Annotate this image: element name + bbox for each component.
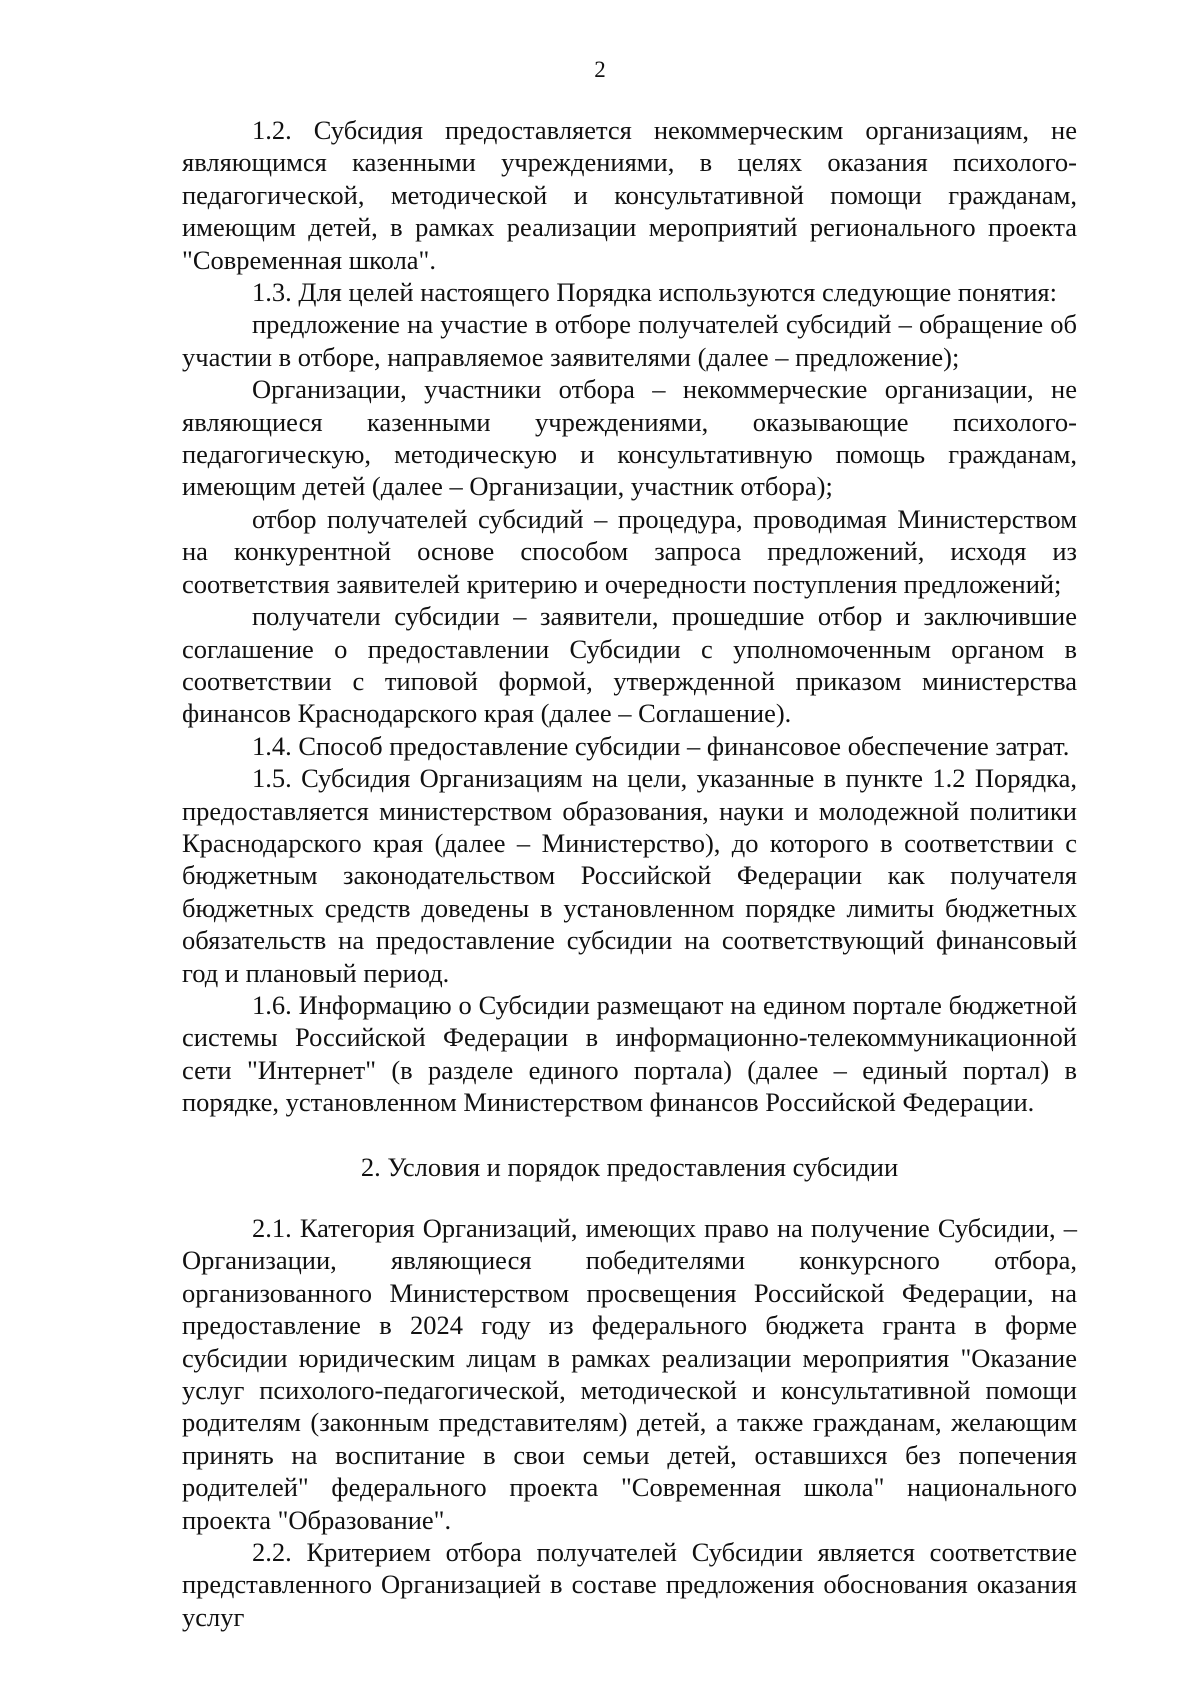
document-body [182, 114, 1077, 1633]
definition-recipients: получатели субсидии – заявители, прошедшие отбор и заключившие соглашение о предоставлении Субсидии с уполномоченным органом в соответствии с типовой формой, утвержденной приказом министерства финансов Краснодарского края (далее – Соглашение). [182, 601, 1077, 729]
definition-organizations: Организации, участники отбора – некоммерческие организации, не являющиеся казенными учреждениями, оказывающие психолого-педагогическую, методическую и консультативную помощь гражданам, имеющим детей (далее – Организации, участник отбора); [182, 374, 1077, 502]
paragraph-1-4: 1.4. Способ предоставление субсидии – финансовое обеспечение затрат. [252, 730, 1070, 761]
paragraph-2-2: 2.2. Критерием отбора получателей Субсидии является соответствие представленного Организацией в составе предложения обоснования оказания услуг [182, 1537, 1077, 1632]
paragraph-1-3: 1.3. Для целей настоящего Порядка используются следующие понятия: [252, 277, 1057, 308]
paragraph-1-2: 1.2. Субсидия предоставляется некоммерческим организациям, не являющимся казенными учреждениями, в целях оказания психолого-педагогической, методической и консультативной помощи гражданам, имеющим детей, в рамках реализации мероприятий регионального проекта "Современная школа". [182, 115, 1077, 275]
page-number: 2 [594, 57, 606, 82]
paragraph-1-5: 1.5. Субсидия Организациям на цели, указанные в пункте 1.2 Порядка, предоставляется министерством образования, науки и молодежной политики Краснодарского края (далее – Министерство), до которого в соответствии с бюджетным законодательством Российской Федерации как получателя бюджетных средств доведены в установленном порядке лимиты бюджетных обязательств на предоставление субсидии на соответствующий финансовый год и плановый период. [182, 763, 1077, 988]
definition-selection: отбор получателей субсидий – процедура, проводимая Министерством на конкурентной основе способом запроса предложений, исходя из соответствия заявителей критерию и очередности поступления предложений; [182, 503, 1077, 599]
paragraph-1-6: 1.6. Информацию о Субсидии размещают на едином портале бюджетной системы Российской Федерации в информационно-телекоммуникационной сети "Интернет" (в разделе единого портала) (далее – единый портал) в порядке, установленном Министерством финансов Российской Федерации. [182, 989, 1077, 1118]
paragraph-2-1: 2.1. Категория Организаций, имеющих право на получение Субсидии, – Организации, являющиеся победителями конкурсного отбора, организованного Министерством просвещения Российской Федерации, на предоставление в 2024 году из федерального бюджета гранта в форме субсидии юридическим лицам в рамках реализации мероприятия "Оказание услуг психолого-педагогической, методической и консультативной помощи родителям (законным представителям) детей, а также гражданам, желающим принять на воспитание в свои семьи детей, оставшихся без попечения родителей" федерального проекта "Современная школа" национального проекта "Образование". [182, 1213, 1077, 1535]
section-heading: 2. Условия и порядок предоставления субсидии [360, 1151, 899, 1182]
definition-proposal: предложение на участие в отборе получателей субсидий – обращение об участии в отборе, направляемое заявителями (далее – предложение); [182, 309, 1077, 372]
